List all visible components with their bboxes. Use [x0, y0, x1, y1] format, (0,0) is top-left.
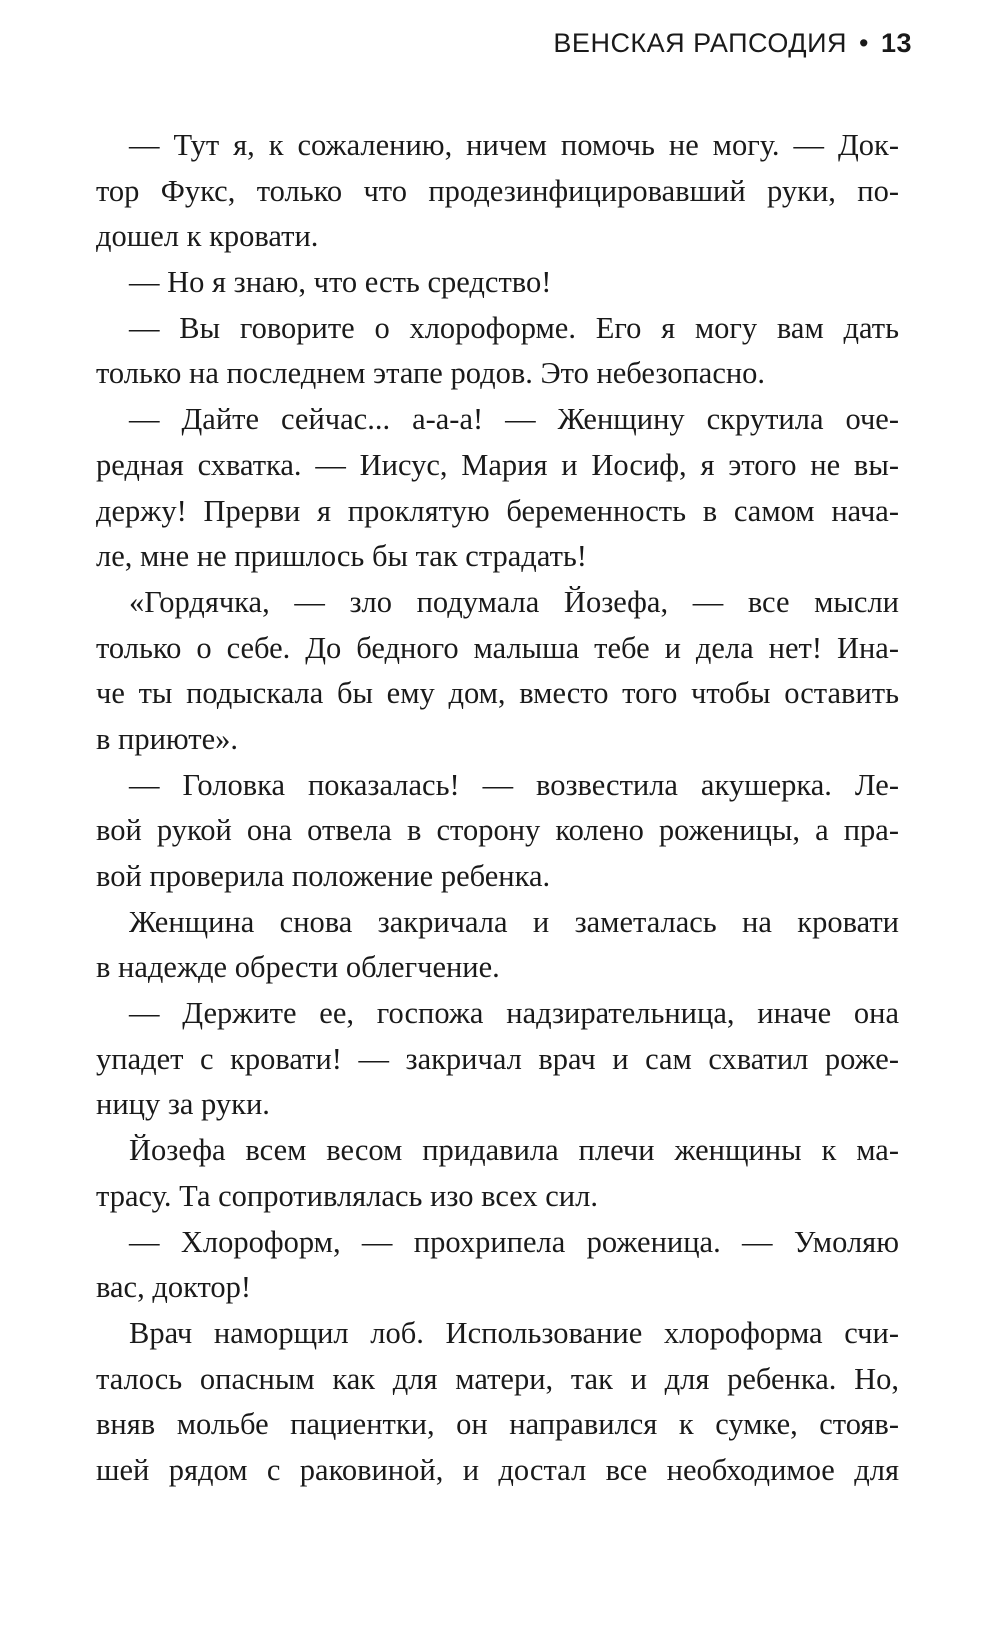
- body-text: [96, 123, 899, 1494]
- text-line: упадет с кровати! — закричал врач и сам схватил роже-: [96, 1041, 899, 1076]
- text-line: редная схватка. — Иисус, Мария и Иосиф, я этого не вы-: [96, 447, 899, 482]
- text-line: — Головка показалась! — возвестила акушерка. Ле-: [129, 767, 899, 802]
- text-line: в надежде обрести облегчение.: [96, 950, 500, 985]
- text-line: ницу за руки.: [96, 1087, 270, 1122]
- text-line: — Но я знаю, что есть средство!: [129, 265, 552, 300]
- text-line: Врач наморщил лоб. Использование хлороформа счи-: [129, 1315, 899, 1350]
- text-line: тор Фукс, только что продезинфицировавший руки, по-: [96, 173, 899, 208]
- text-line: держу! Прерви я проклятую беременность в самом нача-: [96, 493, 899, 528]
- text-line: только о себе. До бедного малыша тебе и дела нет! Ина-: [96, 630, 899, 665]
- text-line: — Хлороформ, — прохрипела роженица. — Умоляю: [129, 1224, 899, 1259]
- text-line: только на последнем этапе родов. Это небезопасно.: [96, 356, 766, 391]
- text-line: — Вы говорите о хлороформе. Его я могу вам дать: [129, 310, 899, 345]
- text-line: трасу. Та сопротивлялась изо всех сил.: [96, 1178, 598, 1213]
- text-line: дошел к кровати.: [96, 219, 319, 254]
- text-line: Йозефа всем весом придавила плечи женщины к ма-: [129, 1133, 899, 1168]
- text-line: ле, мне не пришлось бы так страдать!: [96, 539, 587, 574]
- page-number: 13: [880, 28, 912, 58]
- text-line: вняв мольбе пациентки, он направился к сумке, стояв-: [96, 1407, 899, 1442]
- text-line: шей рядом с раковиной, и достал все необходимое для: [96, 1452, 899, 1487]
- running-head: [553, 28, 912, 59]
- text-line: вас, доктор!: [96, 1270, 252, 1305]
- text-line: че ты подыскала бы ему дом, вместо того чтобы оставить: [96, 676, 899, 711]
- running-head-title: ВЕНСКАЯ РАПСОДИЯ: [553, 28, 847, 58]
- text-line: — Тут я, к сожалению, ничем помочь не могу. — Док-: [129, 128, 899, 162]
- text-line: — Держите ее, госпожа надзирательница, иначе она: [129, 996, 899, 1031]
- text-line: талось опасным как для матери, так и для ребенка. Но,: [96, 1361, 899, 1396]
- text-line: вой проверила положение ребенка.: [96, 859, 551, 893]
- running-head-separator: •: [859, 28, 869, 58]
- text-line: в приюте».: [96, 721, 239, 756]
- text-line: Женщина снова закричала и заметалась на кровати: [129, 904, 899, 939]
- text-line: — Дайте сейчас... а-а-а! — Женщину скрутила оче-: [129, 402, 899, 437]
- text-line: вой рукой она отвела в сторону колено роженицы, а пра-: [96, 813, 899, 848]
- text-line: «Гордячка, — зло подумала Йозефа, — все мысли: [129, 584, 899, 619]
